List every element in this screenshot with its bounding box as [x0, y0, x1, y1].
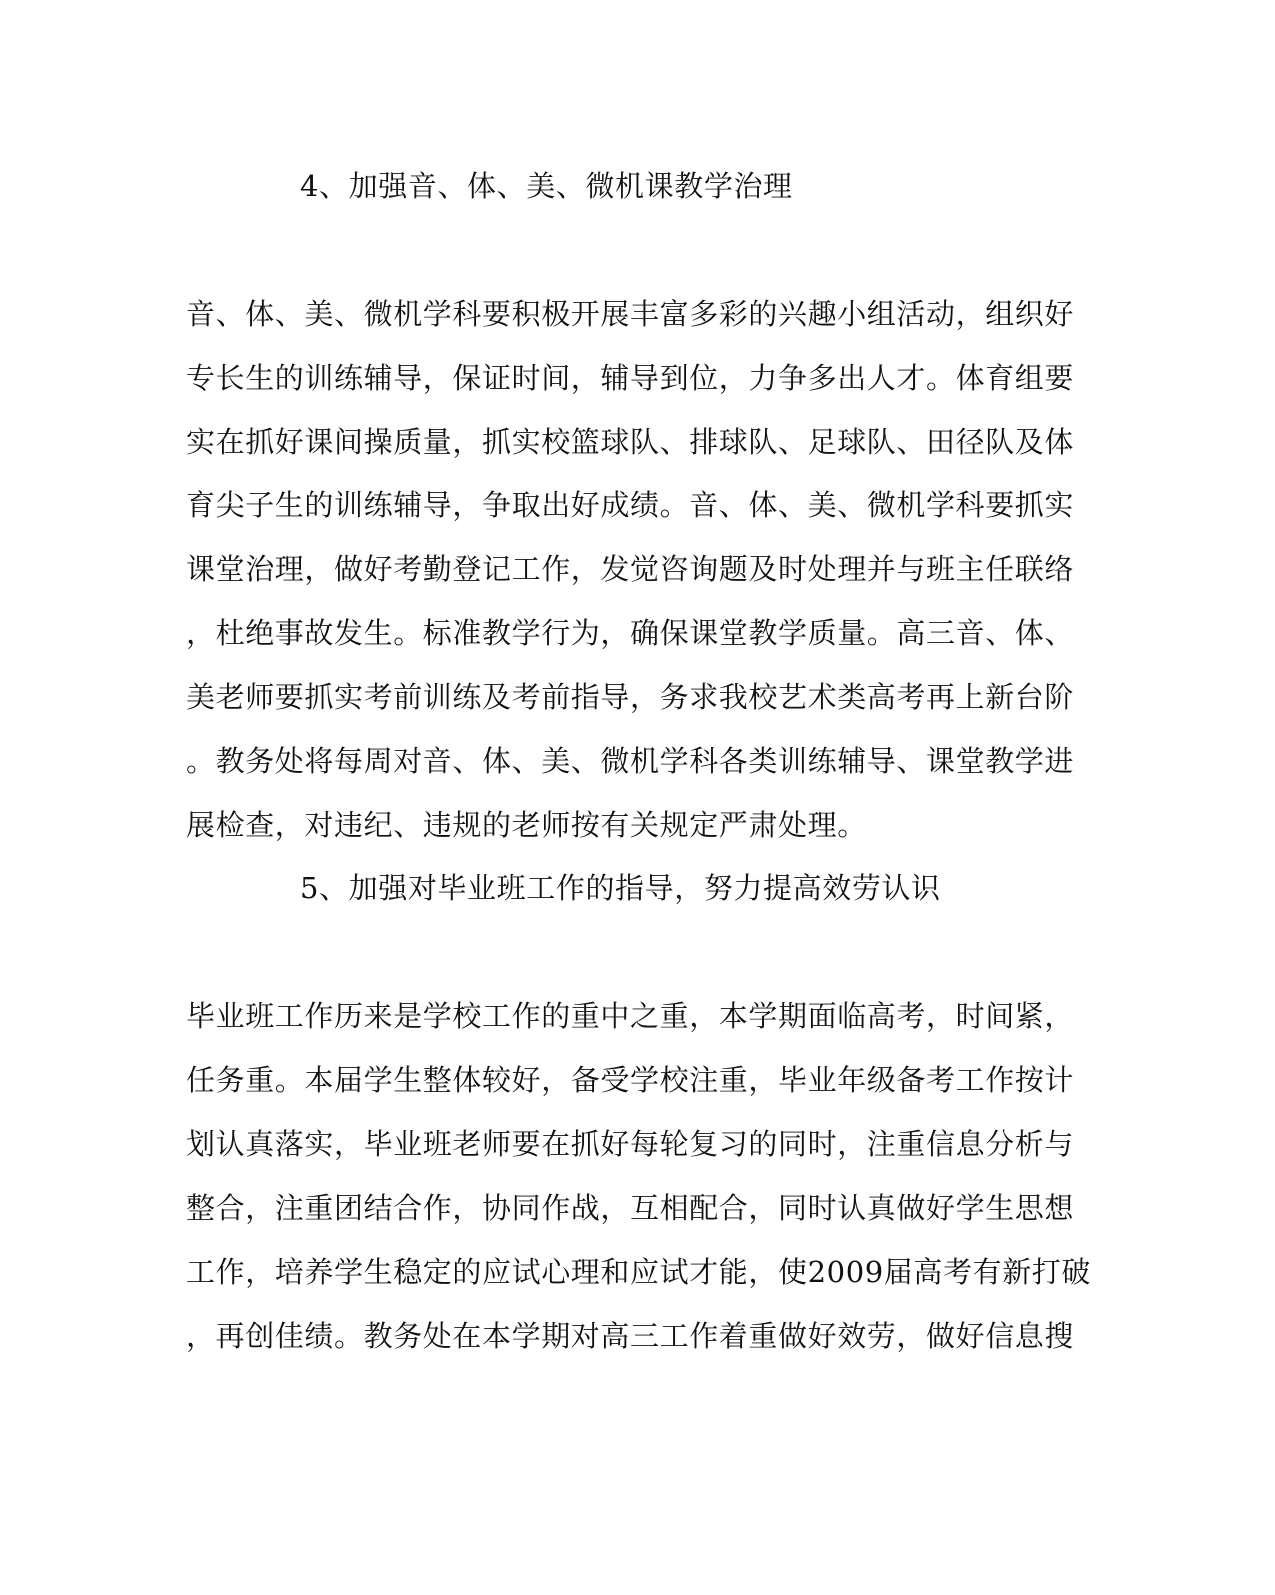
paragraph-line: 音、体、美、微机学科要积极开展丰富多彩的兴趣小组活动，组织好 — [186, 297, 1075, 331]
paragraph-line: ，杜绝事故发生。标准教学行为，确保课堂教学质量。高三音、体、 — [186, 616, 1075, 650]
paragraph-line: 课堂治理，做好考勤登记工作，发觉咨询题及时处理并与班主任联络 — [186, 552, 1075, 586]
paragraph-line: 育尖子生的训练辅导，争取出好成绩。音、体、美、微机学科要抓实 — [186, 488, 1075, 522]
paragraph-line: ，再创佳绩。教务处在本学期对高三工作着重做好效劳，做好信息搜 — [186, 1319, 1075, 1353]
paragraph-line: 毕业班工作历来是学校工作的重中之重，本学期面临高考，时间紧， — [186, 999, 1075, 1033]
section-heading: 5、加强对毕业班工作的指导，努力提高效劳认识 — [300, 871, 941, 905]
paragraph-line: 专长生的训练辅导，保证时间，辅导到位，力争多出人才。体育组要 — [186, 361, 1075, 395]
paragraph-line: 美老师要抓实考前训练及考前指导，务求我校艺术类高考再上新台阶 — [186, 680, 1075, 714]
paragraph-line: 实在抓好课间操质量，抓实校篮球队、排球队、足球队、田径队及体 — [186, 425, 1075, 459]
paragraph-line: 整合，注重团结合作，协同作战，互相配合，同时认真做好学生思想 — [186, 1191, 1075, 1225]
paragraph-line: 任务重。本届学生整体较好，备受学校注重，毕业年级备考工作按计 — [186, 1063, 1075, 1097]
paragraph-line: 。教务处将每周对音、体、美、微机学科各类训练辅导、课堂教学进 — [186, 744, 1075, 778]
paragraph-line: 划认真落实，毕业班老师要在抓好每轮复习的同时，注重信息分析与 — [186, 1127, 1075, 1161]
paragraph-line: 展检查，对违纪、违规的老师按有关规定严肃处理。 — [186, 808, 867, 842]
paragraph-line: 工作，培养学生稳定的应试心理和应试才能，使2009届高考有新打破 — [186, 1255, 1092, 1289]
section-heading: 4、加强音、体、美、微机课教学治理 — [300, 169, 793, 203]
